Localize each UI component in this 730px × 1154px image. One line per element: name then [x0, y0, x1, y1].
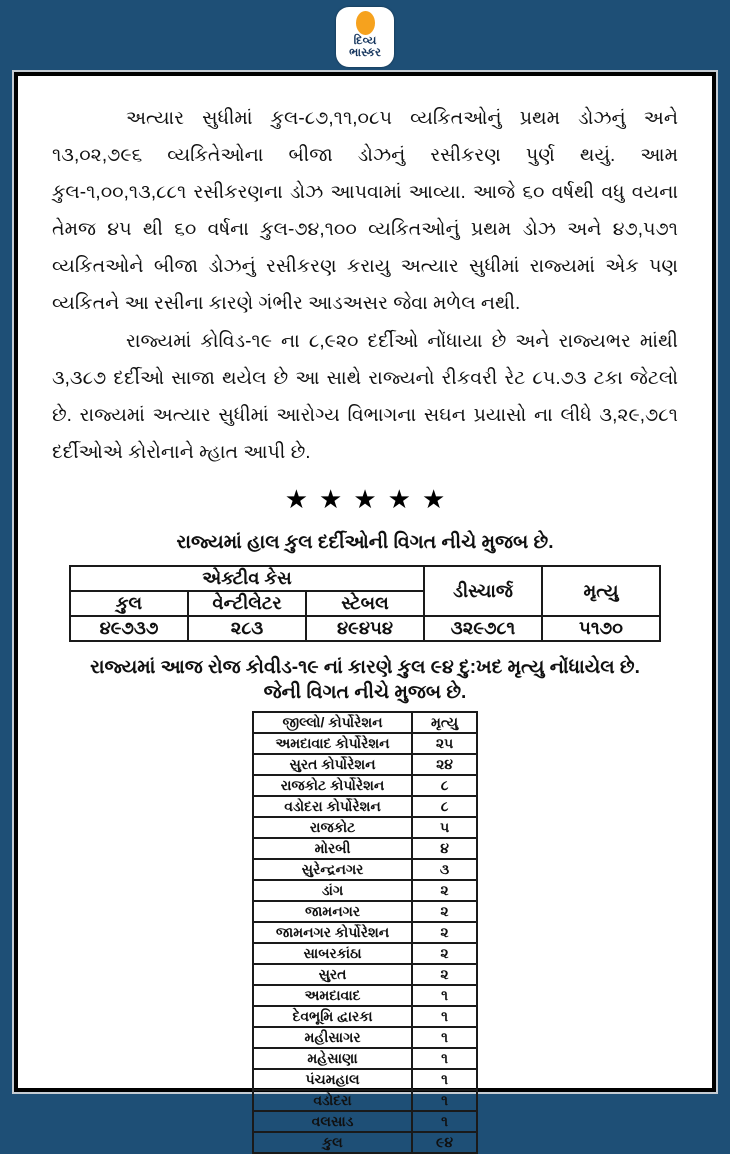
table-row [253, 1006, 477, 1027]
table-row [253, 964, 477, 985]
death-count: ૨ [412, 901, 477, 922]
deaths-table [252, 711, 478, 1154]
district-column-header: જીલ્લો/ કોર્પોરેશન [253, 712, 412, 733]
covid-cases-paragraph: રાજ્યમાં કોવિડ-૧૯ ના ૮,૯૨૦ દર્દીઓ નોંધાયા છે અને રાજ્યભર માંથી ૩,૩૮૭ દર્દીઓ સાજા થયેલ છે આ સાથે રાજ્યનો રીકવરી રેટ ૮૫.૭૩ ટકા જેટલો છે. રાજ્યમાં અત્યાર સુધીમાં આરોગ્ય વિભાગના સઘન પ્રયાસો ના લીધે ૩,૨૯,૭૮૧ દર્દીઓએ કોરોનાને મ્હાત આપી છે. [52, 331, 678, 463]
district-name: વલસાડ [253, 1111, 412, 1132]
stable-value: ૪૯૪૫૪ [306, 616, 424, 641]
table-row [253, 1048, 477, 1069]
table-row [253, 838, 477, 859]
table-row [253, 922, 477, 943]
deaths-table-header-row [253, 712, 477, 733]
district-name: સુરેન્દ્રનગર [253, 859, 412, 880]
cases-section-heading: રાજ્યમાં હાલ કુલ દર્દીઓની વિગત નીચે મુજબ છે. [176, 532, 554, 553]
table-row [253, 901, 477, 922]
district-name: જામનગર [253, 901, 412, 922]
discharge-value: ૩૨૯૭૮૧ [424, 616, 542, 641]
death-count: ૮ [412, 775, 477, 796]
star-separator: ★★★★★ [284, 484, 457, 514]
district-name: ડાંગ [253, 880, 412, 901]
total-column-header: કુલ [70, 591, 188, 616]
death-column-header: મૃત્યુ [542, 566, 660, 616]
death-count: ૨ [412, 964, 477, 985]
deaths-section-heading: રાજ્યમાં આજ રોજ કોવીડ-૧૯ નાં કારણે કુલ ૯૪ દુ:ખદ મૃત્યુ નોંધાયેલ છે. [90, 657, 640, 678]
content-panel [14, 72, 716, 1150]
table-row [253, 859, 477, 880]
discharge-column-header: ડીસ્ચાર્જ [424, 566, 542, 616]
death-count: ૧ [412, 1027, 477, 1048]
death-count: ૧ [412, 985, 477, 1006]
deaths-column-header: મૃત્યુ [412, 712, 477, 733]
logo-text-line2: ભાસ્કર [349, 46, 381, 59]
deaths-section-subheading: જેની વિગત નીચે મુજબ છે. [263, 682, 467, 703]
district-name: સુરત કોર્પોરેશન [253, 754, 412, 775]
table-row [253, 880, 477, 901]
death-count: ૧ [412, 1111, 477, 1132]
death-count: ૯૪ [412, 1132, 477, 1153]
district-name: વડોદરા કોર્પોરેશન [253, 796, 412, 817]
district-name: રાજકોટ [253, 817, 412, 838]
brand-logo [336, 7, 394, 67]
death-count: ૨૪ [412, 754, 477, 775]
district-name: દેવભૂમિ દ્વારકા [253, 1006, 412, 1027]
cases-table [69, 565, 661, 642]
ventilator-column-header: વેન્ટીલેટર [188, 591, 306, 616]
death-count: ૮ [412, 796, 477, 817]
ventilator-value: ૨૮૩ [188, 616, 306, 641]
table-row [253, 943, 477, 964]
table-row [253, 754, 477, 775]
district-name: મહીસાગર [253, 1027, 412, 1048]
district-name: જામનગર કોર્પોરેશન [253, 922, 412, 943]
table-row [253, 796, 477, 817]
district-name: મોરબી [253, 838, 412, 859]
logo-text-line1: દિવ્ય [353, 35, 377, 47]
table-row [253, 1111, 477, 1132]
district-name: કુલ [253, 1132, 412, 1153]
district-name: મહેસાણા [253, 1048, 412, 1069]
table-row [253, 733, 477, 754]
cases-table-group-row [70, 566, 660, 591]
active-cases-group-header: એક્ટીવ કેસ [70, 566, 424, 591]
death-count: ૧ [412, 1048, 477, 1069]
logo-text [349, 36, 381, 59]
cases-table-values-row [70, 616, 660, 641]
table-row [253, 985, 477, 1006]
death-count: ૧ [412, 1069, 477, 1090]
district-name: અમદાવાદ [253, 985, 412, 1006]
logo-sun-icon [356, 11, 375, 35]
death-count: ૨ [412, 922, 477, 943]
table-row [253, 817, 477, 838]
district-name: સુરત [253, 964, 412, 985]
table-row [253, 1027, 477, 1048]
deaths-total-row [253, 1132, 477, 1153]
district-name: રાજકોટ કોર્પોરેશન [253, 775, 412, 796]
district-name: અમદાવાદ કોર્પોરેશન [253, 733, 412, 754]
district-name: પંચમહાલ [253, 1069, 412, 1090]
death-count: ૨૫ [412, 733, 477, 754]
stable-column-header: સ્ટેબલ [306, 591, 424, 616]
death-count: ૪ [412, 838, 477, 859]
death-value: ૫૧૭૦ [542, 616, 660, 641]
death-count: ૨ [412, 943, 477, 964]
total-active-value: ૪૯૭૩૭ [70, 616, 188, 641]
death-count: ૧ [412, 1006, 477, 1027]
district-name: વડોદરા [253, 1090, 412, 1111]
table-row [253, 1069, 477, 1090]
vaccination-paragraph: અત્યાર સુધીમાં કુલ-૮૭,૧૧,૦૮૫ વ્યકિતઓનું પ્રથમ ડોઝનું અને ૧૩,૦૨,૭૯૬ વ્યકિતેઓના બીજા ડોઝનું રસીકરણ પુર્ણ થયું. આમ કુલ-૧,૦૦,૧૩,૮૮૧ રસીકરણના ડોઝ આપવામાં આવ્યા. આજે ૬૦ વર્ષથી વધુ વયના તેમજ ૪૫ થી ૬૦ વર્ષના કુલ-૭૪,૧૦૦ વ્યકિતઓનું પ્રથમ ડોઝ અને ૪૭,૫૭૧ વ્યકિતઓને બીજા ડોઝનું રસીકરણ કરાયુ અત્યાર સુધીમાં રાજ્યમાં એક પણ વ્યકિતને આ રસીના કારણે ગંભીર આડઅસર જેવા મળેલ નથી. [52, 108, 678, 314]
death-count: ૩ [412, 859, 477, 880]
district-name: સાબરકાંઠા [253, 943, 412, 964]
death-count: ૨ [412, 880, 477, 901]
table-row [253, 1090, 477, 1111]
deaths-table-body [253, 733, 477, 1153]
death-count: ૧ [412, 1090, 477, 1111]
death-count: ૫ [412, 817, 477, 838]
table-row [253, 775, 477, 796]
